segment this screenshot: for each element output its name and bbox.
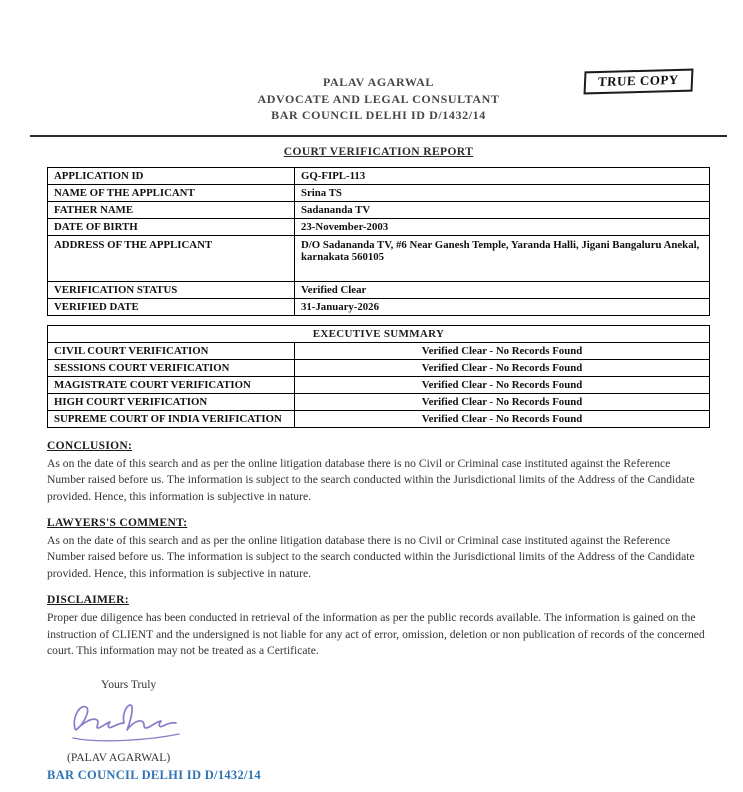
summary-label: HIGH COURT VERIFICATION <box>48 393 295 410</box>
detail-value: D/O Sadananda TV, #6 Near Ganesh Temple, Yaranda Halli, Jigani Bangaluru Anekal, karnakata 560105 <box>295 235 710 281</box>
letterhead-role: ADVOCATE AND LEGAL CONSULTANT <box>257 91 500 106</box>
footer-bar-council-id: BAR COUNCIL DELHI ID D/1432/14 <box>47 767 261 782</box>
detail-label: APPLICATION ID <box>48 167 295 184</box>
table-row <box>48 410 710 427</box>
detail-value: GQ-FIPL-113 <box>295 167 710 184</box>
detail-value: Verified Clear <box>295 281 710 298</box>
table-row <box>48 359 710 376</box>
detail-label: VERIFICATION STATUS <box>48 281 295 298</box>
applicant-details-table <box>47 167 710 316</box>
executive-summary-title: EXECUTIVE SUMMARY <box>48 325 710 342</box>
summary-label: SUPREME COURT OF INDIA VERIFICATION <box>48 410 295 427</box>
table-row <box>48 342 710 359</box>
detail-label: VERIFIED DATE <box>48 298 295 315</box>
report-title: COURT VERIFICATION REPORT <box>283 145 474 158</box>
true-copy-label: TRUE COPY <box>598 71 680 90</box>
table-row <box>48 235 710 281</box>
table-row <box>48 393 710 410</box>
summary-label: MAGISTRATE COURT VERIFICATION <box>48 376 295 393</box>
detail-label: DATE OF BIRTH <box>48 218 295 235</box>
table-row <box>48 281 710 298</box>
executive-summary-table <box>47 325 710 428</box>
lawyers-comment-body: As on the date of this search and as per the online litigation database there is no Civil or Criminal case instituted against the Reference Number raised before us. The information is subject to the search conducted within the Jurisdictional limits of the Address of the Candidate provided. Hence, this information is subjective in nature. <box>47 534 695 580</box>
detail-value: Srina TS <box>295 184 710 201</box>
disclaimer-section <box>47 594 710 659</box>
summary-label: SESSIONS COURT VERIFICATION <box>48 359 295 376</box>
summary-label: CIVIL COURT VERIFICATION <box>48 342 295 359</box>
summary-value: Verified Clear - No Records Found <box>295 359 710 376</box>
summary-value: Verified Clear - No Records Found <box>295 376 710 393</box>
table-row <box>48 184 710 201</box>
closing-text: Yours Truly <box>101 677 157 691</box>
signatory-name: (PALAV AGARWAL) <box>67 750 171 764</box>
conclusion-body: As on the date of this search and as per the online litigation database there is no Civil or Criminal case instituted against the Reference Number raised before us. The information is subject to the search conducted within the Jurisdictional limits of the Address of the Candidate provided. Hence, this information is subjective in nature. <box>47 456 695 503</box>
summary-value: Verified Clear - No Records Found <box>295 393 710 410</box>
conclusion-heading: CONCLUSION: <box>47 439 133 452</box>
table-row <box>48 218 710 235</box>
horizontal-rule <box>30 135 727 137</box>
summary-value: Verified Clear - No Records Found <box>295 410 710 427</box>
detail-value: 23-November-2003 <box>295 218 710 235</box>
lawyers-comment-heading: LAWYERS'S COMMENT: <box>47 517 188 529</box>
letterhead-bar-id: BAR COUNCIL DELHI ID D/1432/14 <box>271 108 486 123</box>
conclusion-section <box>47 440 710 505</box>
lawyers-comment-section <box>47 517 710 582</box>
detail-value: Sadananda TV <box>295 201 710 218</box>
table-row <box>48 201 710 218</box>
table-row <box>48 167 710 184</box>
table-row <box>48 298 710 315</box>
disclaimer-heading: DISCLAIMER: <box>47 594 129 607</box>
summary-value: Verified Clear - No Records Found <box>295 342 710 359</box>
disclaimer-body: Proper due diligence has been conducted in retrieval of the information as per the public records available. The information is gained on the instruction of CLIENT and the undersigned is not liable for any act of error, omission, deletion or non publication of records of the concerned court. This information may not be treated as a Certificate. <box>47 611 705 658</box>
table-row <box>48 376 710 393</box>
detail-label: NAME OF THE APPLICANT <box>48 184 295 201</box>
handwritten-signature-icon <box>67 699 710 747</box>
detail-value: 31-January-2026 <box>295 298 710 315</box>
detail-label: ADDRESS OF THE APPLICANT <box>48 235 295 281</box>
true-copy-stamp <box>584 69 694 95</box>
detail-label: FATHER NAME <box>48 201 295 218</box>
letterhead-name: PALAV AGARWAL <box>322 75 435 89</box>
table-row <box>48 325 710 342</box>
